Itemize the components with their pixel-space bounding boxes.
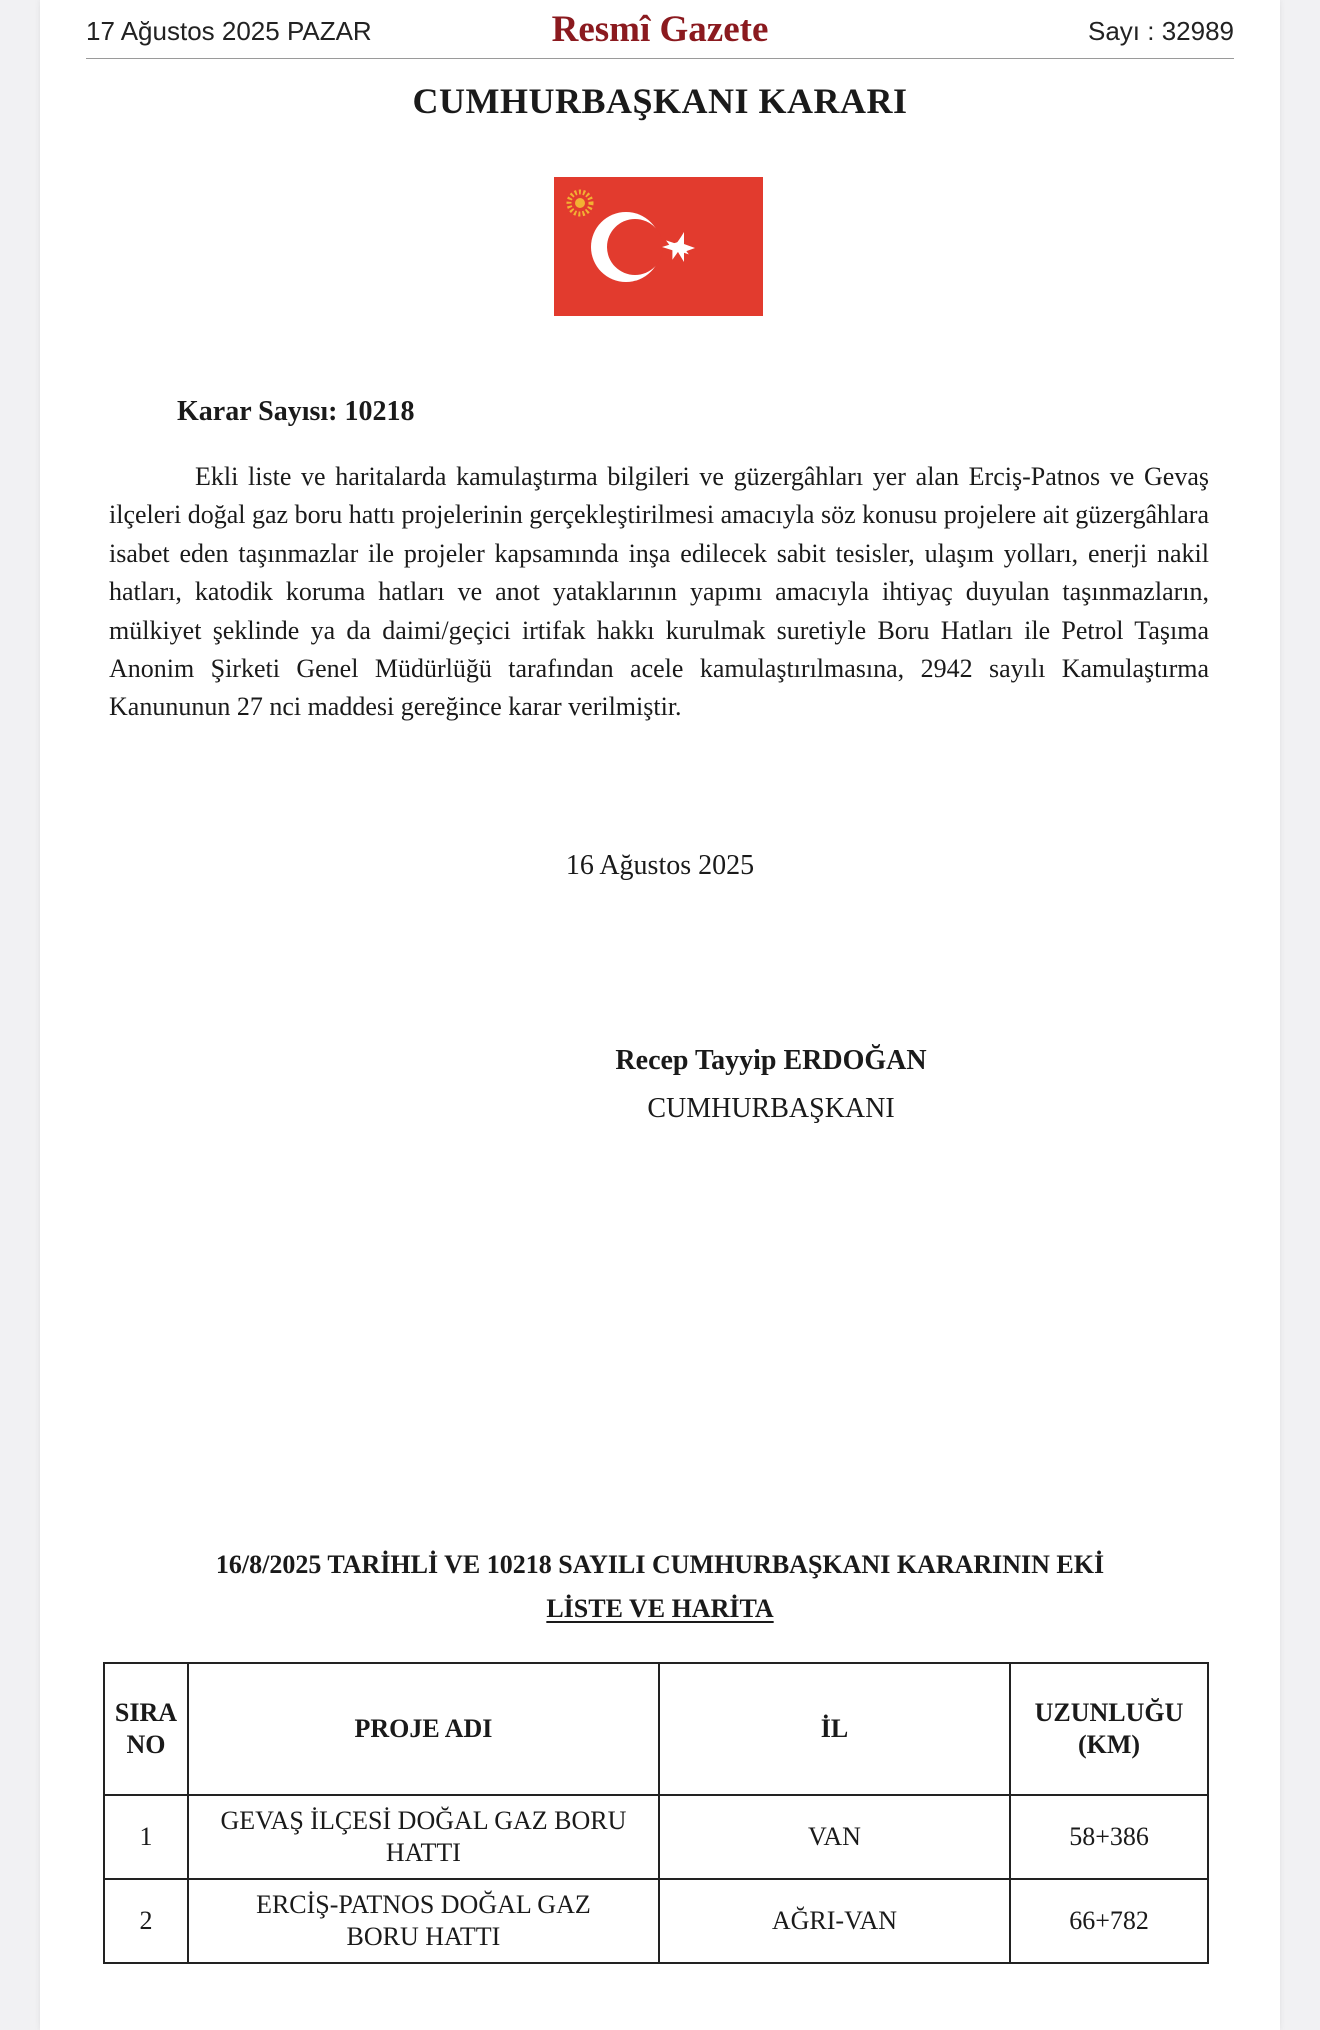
annex-title: 16/8/2025 TARİHLİ VE 10218 SAYILI CUMHURBAŞKANI KARARININ EKİ — [215, 1550, 1105, 1579]
table-header-row — [104, 1663, 1208, 1795]
issue-number: Sayı : 32989 — [1088, 16, 1234, 46]
decision-body: Ekli liste ve haritalarda kamulaştırma bilgileri ve güzergâhları yer alan Erciş-Patnos ve Gevaş ilçeleri doğal gaz boru hattı projelerinin gerçekleştirilmesi amacıyla söz konusu projelere ait güzergâhlara isabet eden taşınmazlar ile projeler kapsamında inşa edilecek sabit tesisler, ulaşım yolları, enerji nakil hatları, katodik koruma hatları ve anot yataklarının yapımı amacıyla ihtiyaç duyulan taşınmazların, mülkiyet şeklinde ya da daimi/geçici irtifak hakkı kurulmak suretiyle Boru Hatları ile Petrol Taşıma Anonim Şirketi Genel Müdürlüğü tarafından acele kamulaştırılmasına, 2942 sayılı Kamulaştırma Kanununun 27 nci maddesi gereğince karar verilmiştir. — [109, 462, 1209, 722]
table-row — [104, 1879, 1208, 1963]
presidential-flag-icon — [554, 177, 763, 316]
header-sira-no: SIRA NO — [104, 1663, 188, 1795]
decision-number: Karar Sayısı: 10218 — [177, 396, 415, 427]
header-uzunlugu: UZUNLUĞU (KM) — [1010, 1663, 1208, 1795]
header-il: İL — [659, 1663, 1010, 1795]
annex-table — [103, 1662, 1209, 1964]
header-proje-adi: PROJE ADI — [188, 1663, 659, 1795]
decision-date: 16 Ağustos 2025 — [565, 850, 755, 881]
document-title: CUMHURBAŞKANI KARARI — [412, 81, 908, 121]
header-date: 17 Ağustos 2025 PAZAR — [86, 16, 372, 46]
gazette-page — [40, 0, 1280, 2030]
province: AĞRI-VAN — [659, 1879, 1010, 1963]
page-header — [86, 8, 1234, 59]
length-km: 66+782 — [1010, 1879, 1208, 1963]
row-number: 1 — [104, 1795, 188, 1879]
project-name: ERCİŞ-PATNOS DOĞAL GAZ BORU HATTI — [188, 1879, 659, 1963]
signatory-title: CUMHURBAŞKANI — [647, 1093, 895, 1124]
gazette-title: Resmî Gazete — [551, 9, 769, 50]
row-number: 2 — [104, 1879, 188, 1963]
signatory-name: Recep Tayyip ERDOĞAN — [615, 1045, 927, 1076]
length-km: 58+386 — [1010, 1795, 1208, 1879]
annex-subtitle: LİSTE VE HARİTA — [546, 1594, 774, 1623]
table-row — [104, 1795, 1208, 1879]
project-name: GEVAŞ İLÇESİ DOĞAL GAZ BORU HATTI — [188, 1795, 659, 1879]
province: VAN — [659, 1795, 1010, 1879]
